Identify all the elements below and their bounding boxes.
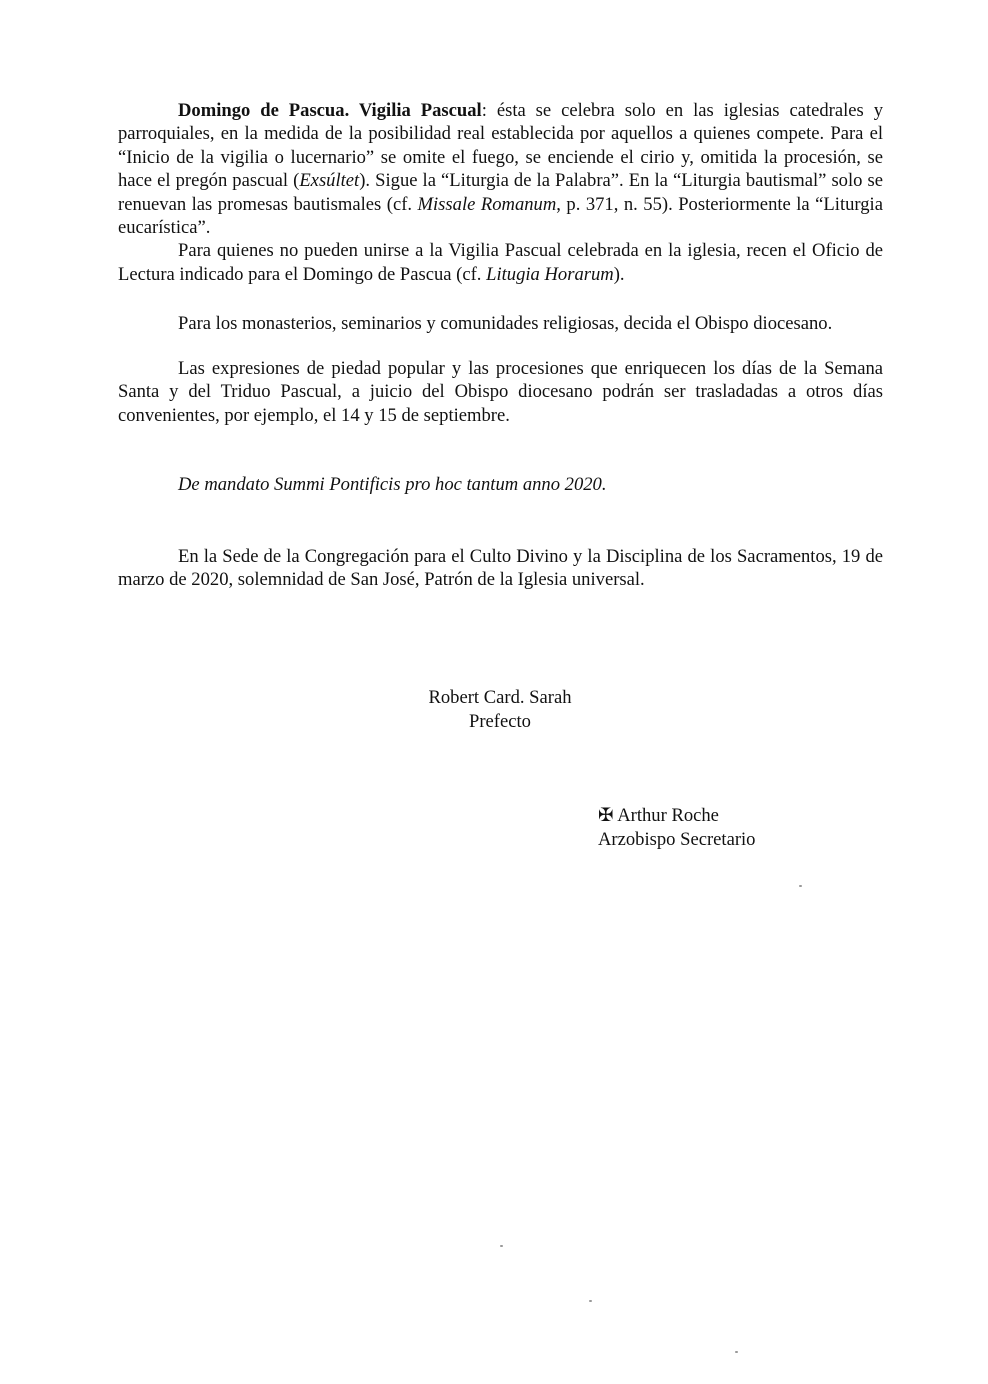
mandate-section [118,473,883,496]
easter-vigil-paragraph [118,99,883,239]
scan-speck [589,1300,592,1302]
easter-vigil-heading: Domingo de Pascua. Vigilia Pascual [178,100,482,121]
prefect-title: Prefecto [469,711,531,732]
cross-icon: ✠ [598,805,614,826]
reading-text-1: Para quienes no pueden unirse a la Vigilia Pascual celebrada en la iglesia, recen el Oficio de Lectura indicado para el Domingo de Pascua (cf. [118,240,883,285]
reading-text-2: ). [613,263,625,285]
secretary-signature [598,804,858,852]
monasteries-paragraph: Para los monasterios, seminarios y comunidades religiosas, decida el Obispo diocesano. [178,313,833,334]
mandate-wrapper [118,473,883,496]
mandate-line: De mandato Summi Pontificis pro hoc tantum anno 2020. [178,474,607,495]
prefect-signature [400,686,600,734]
popular-piety-section [118,357,883,427]
missale-title: Missale Romanum [417,193,557,215]
liturgia-horarum-title: Litugia Horarum [486,263,614,285]
exsultet-title: Exsúltet [299,170,360,192]
sede-paragraph: En la Sede de la Congregación para el Culto Divino y la Disciplina de los Sacramentos, 19 de marzo de 2020, solemnidad de San José, Patrón de la Iglesia universal. [118,546,883,591]
secretary-name-line [598,804,858,828]
secretary-name: Arthur Roche [617,805,719,826]
easter-text-1: : ésta se celebra solo en las iglesias catedrales y parroquiales, en la medida de la posibilidad real establecida por aquellos a quienes compete. Para el “Inicio de la vigilia o lucernario” se omite el fuego, se enciende el cirio y, omitida la procesión, se hace el pregón pascual ( [118,100,884,192]
easter-text-3: , p. 371, n. 55). Posteriormente la “Liturgia eucarística”. [118,193,883,239]
scan-speck [735,1351,738,1353]
scan-speck [500,1245,503,1247]
monasteries-section [118,312,883,335]
popular-piety-paragraph: Las expresiones de piedad popular y las procesiones que enriquecen los días de la Semana Santa y del Triduo Pascual, a juicio del Obispo diocesano podrán ser trasladadas a otros días convenientes, por ejemplo, el 14 y 15 de septiembre. [118,358,883,426]
secretary-title: Arzobispo Secretario [598,829,756,850]
easter-vigil-section [118,99,883,286]
prefect-name: Robert Card. Sarah [428,687,572,708]
office-reading-paragraph [118,239,883,286]
easter-text-2: ). Sigue la “Liturgia de la Palabra”. En la “Liturgia bautismal” solo se renuevan las promesas bautismales (cf. [118,170,883,215]
sede-section [118,545,883,592]
scan-speck [799,885,802,887]
